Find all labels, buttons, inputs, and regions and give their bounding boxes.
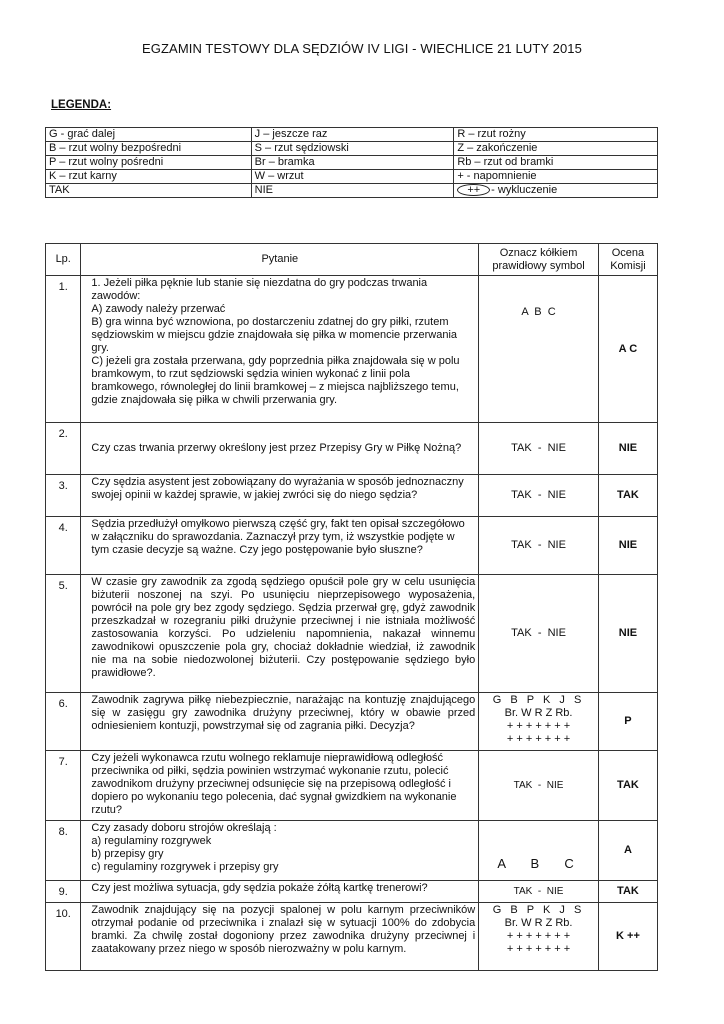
symbol-options[interactable] — [479, 821, 599, 881]
question-row — [46, 517, 658, 575]
symbol-options[interactable] — [479, 881, 599, 903]
legend-cell: Rb – rzut od bramki — [454, 156, 658, 170]
questions-table — [45, 243, 658, 971]
question-number: 10. — [46, 903, 81, 971]
question-number: 8. — [46, 821, 81, 881]
symbol-line: G B P K J S — [492, 694, 585, 706]
legend-row — [46, 156, 658, 170]
symbol-text: TAK - NIE — [513, 780, 564, 791]
question-line: b) przepisy gry — [91, 848, 164, 860]
question-line: Zawodnik znajdujący się na pozycji spalonej w polu karnym przeciwników otrzymał podanie od przeciwnika i znalazł się w sytuacji 100% do zdobycia bramki. Za chwilę został dogoniony przez zawodnika drużyny przeciwnej i zaatakowany przez niego w sposób nierozważny w polu karnym. — [91, 904, 476, 955]
symbol-options[interactable] — [479, 575, 599, 693]
legend-cell: Br – bramka — [251, 156, 454, 170]
commission-answer: NIE — [598, 575, 657, 693]
question-line: Zawodnik zagrywa piłkę niebezpiecznie, narażając na kontuzję znajdującego się w zasięgu gry zawodnika drużyny przeciwnej, który w obawie przed odniesieniem kontuzji, powstrzymał się od zagrania piłki. Decyzja? — [91, 694, 476, 732]
legend-cell: B – rzut wolny bezpośredni — [46, 142, 252, 156]
legend-cell: TAK — [46, 184, 252, 198]
legend-cell: G - grać dalej — [46, 128, 252, 142]
question-line: C) jeżeli gra została przerwana, gdy poprzednia piłka znajdowała się w polu bramkowym, to rzut sędziowski sędzia winien wykonać z linii pola bramkowego, równoległej do linii bramkowej – z miejsca najbliższego temu, gdzie znajdowała się piłka w chwili przerwania gry. — [91, 355, 460, 406]
questions-body — [46, 276, 658, 971]
question-line: Czy sędzia asystent jest zobowiązany do wyrażania w sposób jednoznaczny swojej opinii w każdej sprawie, w jakiej zwróci się do niego sędzia? — [91, 476, 464, 501]
commission-answer: NIE — [598, 517, 657, 575]
commission-answer: A C — [598, 276, 657, 423]
legend-cell: + - napomnienie — [454, 170, 658, 184]
question-line: B) gra winna być wznowiona, po dostarczeniu zdatnej do gry piłki, rzutem sędziowskim w miejscu gdzie znajdowała się piłka w momencie przerwania gry. — [91, 316, 458, 354]
symbol-text: TAK - NIE — [511, 627, 566, 639]
question-row — [46, 276, 658, 423]
question-text — [81, 423, 479, 475]
symbol-line: Br. W R Z Rb. — [504, 707, 573, 719]
legend-cell: R – rzut rożny — [454, 128, 658, 142]
question-number: 1. — [46, 276, 81, 423]
question-line: A) zawody należy przerwać — [91, 303, 226, 315]
header-symbol: Oznacz kółkiem prawidłowy symbol — [479, 244, 599, 276]
legend-cell: K – rzut karny — [46, 170, 252, 184]
question-number: 4. — [46, 517, 81, 575]
symbol-text: TAK - NIE — [511, 489, 566, 501]
symbol-line: + + + + + + + — [506, 930, 571, 942]
question-line: W czasie gry zawodnik za zgodą sędziego opuścił pole gry w celu usunięcia biżuterii noszonej na szyi. Po usunięciu nieprzepisowego wyposażenia, powrócił na pole gry bez zgody sędziego. Sędzia przerwał grę, gdyż zawodnik przeszkadzał w rozegraniu piłki drużynie przeciwnej i nie istniała możliwość zastosowania korzyści. Po udzieleniu napomnienia, nakazał winnemu zawodnikowi opuszczenie pola gry, chociaż dokładnie wiedział, iż zawodnik nie ma na sobie niedozwolonej biżuterii. Czy postępowanie sędziego było prawidłowe?. — [91, 576, 476, 679]
legend-row — [46, 170, 658, 184]
header-question: Pytanie — [81, 244, 479, 276]
question-number: 2. — [46, 423, 81, 475]
legend-heading: LEGENDA: — [51, 99, 112, 111]
question-row — [46, 475, 658, 517]
legend-cell: J – jeszcze raz — [251, 128, 454, 142]
commission-answer: TAK — [598, 751, 657, 821]
question-line: Czy jest możliwa sytuacja, gdy sędzia pokaże żółtą kartkę trenerowi? — [91, 882, 428, 894]
question-line: Czy zasady doboru strojów określają : — [91, 822, 277, 834]
legend-row — [46, 184, 658, 198]
question-text — [81, 751, 479, 821]
question-text — [81, 575, 479, 693]
symbol-options[interactable] — [479, 423, 599, 475]
question-number: 9. — [46, 881, 81, 903]
symbol-text: TAK - NIE — [511, 539, 566, 551]
question-number: 7. — [46, 751, 81, 821]
question-text — [81, 903, 479, 971]
question-row — [46, 881, 658, 903]
header-answer: Ocena Komisji — [598, 244, 657, 276]
legend-table — [45, 127, 658, 198]
circled-symbol: ++ — [457, 184, 490, 196]
symbol-line: + + + + + + + — [506, 943, 571, 955]
question-text — [81, 517, 479, 575]
question-text — [81, 693, 479, 751]
question-text — [81, 821, 479, 881]
symbol-line: G B P K J S — [492, 904, 585, 916]
commission-answer: NIE — [598, 423, 657, 475]
legend-exclusion-label: - wykluczenie — [491, 184, 558, 196]
question-row — [46, 903, 658, 971]
question-line: Czy jeżeli wykonawca rzutu wolnego reklamuje nieprawidłową odległość przeciwnika od piłki, sędzia powinien wstrzymać wykonanie rzutu, polecić zawodnikom drużyny przeciwnej odsunięcie się na przepisową odległość i dopiero po wykonaniu tego polecenia, dać sygnał gwizdkiem na wykonanie rzutu? — [91, 752, 457, 816]
legend-cell — [454, 184, 658, 198]
question-row — [46, 821, 658, 881]
legend-row — [46, 128, 658, 142]
commission-answer: K ++ — [598, 903, 657, 971]
symbol-text: TAK - NIE — [511, 442, 566, 454]
symbol-line: + + + + + + + — [506, 720, 571, 732]
commission-answer: P — [598, 693, 657, 751]
question-row — [46, 423, 658, 475]
question-line: Czy czas trwania przerwy określony jest przez Przepisy Gry w Piłkę Nożną? — [91, 442, 462, 454]
legend-cell: S – rzut sędziowski — [251, 142, 454, 156]
symbol-text: TAK - NIE — [513, 886, 564, 897]
commission-answer: A — [598, 821, 657, 881]
question-row — [46, 693, 658, 751]
question-text — [81, 475, 479, 517]
symbol-options[interactable] — [479, 751, 599, 821]
question-number: 5. — [46, 575, 81, 693]
page-title: EGZAMIN TESTOWY DLA SĘDZIÓW IV LIGI - WIECHLICE 21 LUTY 2015 — [142, 41, 582, 56]
header-lp: Lp. — [46, 244, 81, 276]
question-text — [81, 276, 479, 423]
symbol-options[interactable] — [479, 903, 599, 971]
legend-row — [46, 142, 658, 156]
question-number: 6. — [46, 693, 81, 751]
symbol-line: + + + + + + + — [506, 733, 571, 745]
symbol-options[interactable] — [479, 475, 599, 517]
legend-cell: Z – zakończenie — [454, 142, 658, 156]
commission-answer: TAK — [598, 475, 657, 517]
legend-cell: P – rzut wolny pośredni — [46, 156, 252, 170]
questions-header-row — [46, 244, 658, 276]
question-text — [81, 881, 479, 903]
legend-cell: W – wrzut — [251, 170, 454, 184]
question-row — [46, 751, 658, 821]
symbol-line: Br. W R Z Rb. — [504, 917, 573, 929]
symbol-options[interactable] — [479, 517, 599, 575]
symbol-options[interactable] — [479, 276, 599, 423]
legend-cell: NIE — [251, 184, 454, 198]
question-line: a) regulaminy rozgrywek — [91, 835, 212, 847]
question-number: 3. — [46, 475, 81, 517]
symbol-options[interactable] — [479, 693, 599, 751]
symbol-text: A B C — [521, 306, 556, 318]
question-line: Sędzia przedłużył omyłkowo pierwszą część gry, fakt ten opisał szczegółowo w załączniku do sprawozdania. Zaznaczył przy tym, iż wszystkie podjęte w tym czasie decyzje są ważne. Czy jego postępowanie było słuszne? — [91, 518, 465, 556]
question-line: 1. Jeżeli piłka pęknie lub stanie się niezdatna do gry podczas trwania zawodów: — [91, 277, 428, 302]
symbol-text: A B C — [497, 856, 580, 871]
question-line: c) regulaminy rozgrywek i przepisy gry — [91, 861, 279, 873]
question-row — [46, 575, 658, 693]
commission-answer: TAK — [598, 881, 657, 903]
